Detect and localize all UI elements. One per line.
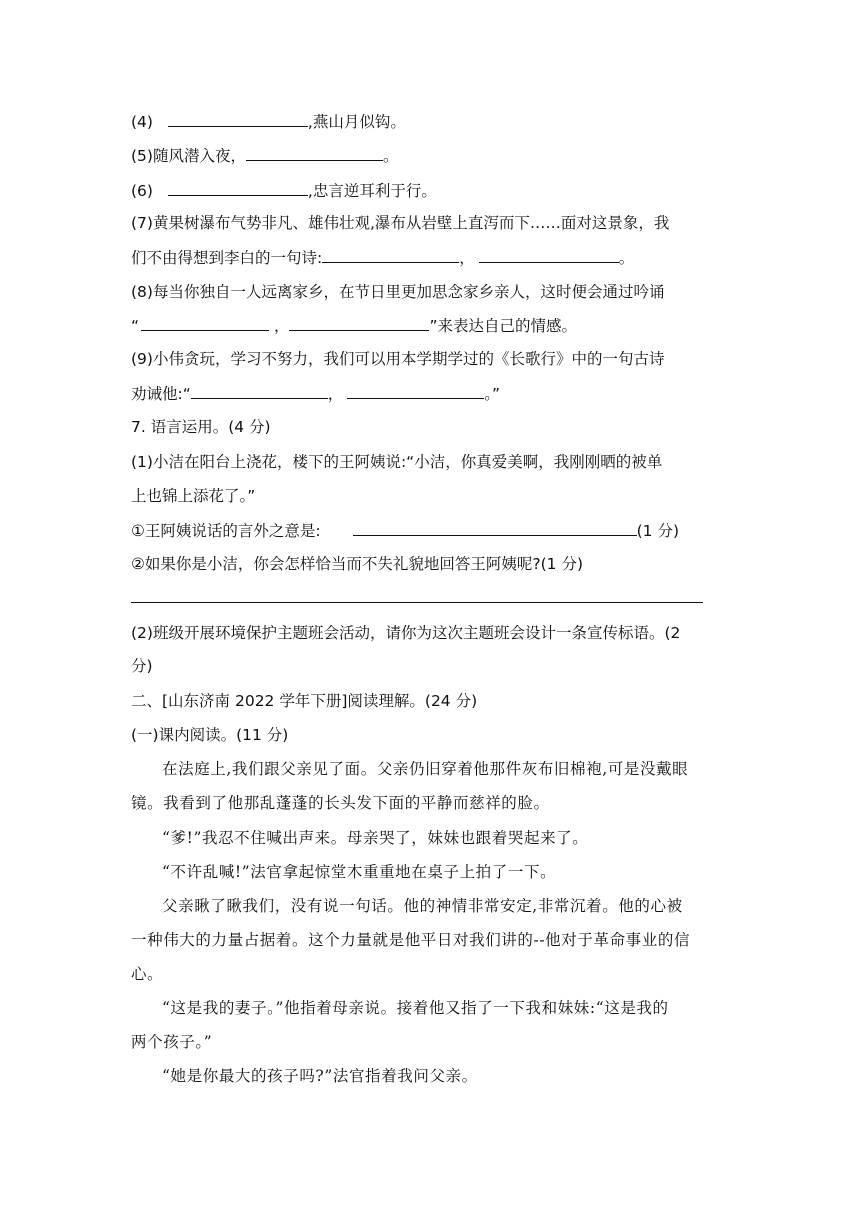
answer-blank[interactable] <box>353 519 637 536</box>
passage-p4-line-1: 父亲瞅了瞅我们，没有说一句话。他的神情非常安定,非常沉着。他的心被 <box>162 897 683 915</box>
punctuation: “ <box>131 317 140 335</box>
answer-blank[interactable] <box>141 314 269 331</box>
section-2-title: 二、[山东济南 2022 学年下册]阅读理解。(24 分) <box>131 692 478 710</box>
passage-p2: “爹!”我忍不住喊出声来。母亲哭了，妹妹也跟着哭起来了。 <box>162 829 589 847</box>
q7-part-2-line-2: 分) <box>131 657 153 675</box>
item-text: 们不由得想到李白的一句诗: <box>131 249 323 267</box>
passage-p4-line-3: 心。 <box>131 965 164 983</box>
q6-item-6 <box>131 179 740 202</box>
q7-sub-2: ②如果你是小洁，你会怎样恰当而不失礼貌地回答王阿姨呢?(1 分) <box>131 555 584 573</box>
passage-p6: “她是你最大的孩子吗?”法官指着我问父亲。 <box>162 1067 478 1085</box>
answer-blank[interactable] <box>347 382 484 399</box>
q6-item-9-line-2 <box>131 382 740 405</box>
q6-item-5 <box>131 144 740 167</box>
item-text: ,忠言逆耳利于行。 <box>307 182 437 200</box>
item-text: ①王阿姨说话的言外之意是: <box>131 522 321 540</box>
answer-blank[interactable] <box>168 179 308 196</box>
q7-sub-1 <box>131 519 740 542</box>
answer-blank[interactable] <box>289 314 429 331</box>
q7-title: 7. 语言运用。(4 分) <box>131 418 271 436</box>
q7-part-1-line-2: 上也锦上添花了。” <box>131 487 256 505</box>
item-text: 。 <box>382 147 399 165</box>
item-number: (4) <box>131 113 153 131</box>
answer-blank[interactable] <box>168 110 308 127</box>
punctuation: ， <box>459 249 475 267</box>
item-text: ”来表达自己的情感。 <box>429 317 578 335</box>
q7-part-2-line-1: (2)班级开展环境保护主题班会活动，请你为这次主题班会设计一条宣传标语。(2 <box>131 624 681 642</box>
punctuation: 。 <box>618 249 635 267</box>
item-number: (6) <box>131 182 153 200</box>
item-text: (5)随风潜入夜， <box>131 147 246 165</box>
passage-p5-line-1: “这是我的妻子。”他指着母亲说。接着他又指了一下我和妹妹:“这是我的 <box>162 999 669 1017</box>
punctuation: 。” <box>484 385 501 403</box>
answer-blank[interactable] <box>246 144 383 161</box>
answer-blank[interactable] <box>479 246 619 263</box>
answer-line[interactable] <box>131 602 703 603</box>
passage-p4-line-2: 一种伟大的力量占据着。这个力量就是他平日对我们讲的--他对于革命事业的信 <box>131 931 691 949</box>
answer-blank[interactable] <box>191 382 328 399</box>
q6-item-8-line-1: (8)每当你独自一人远离家乡，在节日里更加思念家乡亲人，这时便会通过吟诵 <box>131 283 665 301</box>
answer-blank[interactable] <box>322 246 459 263</box>
section-2-subtitle: (一)课内阅读。(11 分) <box>131 726 289 744</box>
punctuation: ， <box>327 385 344 403</box>
q6-item-7-line-2 <box>131 246 740 269</box>
q6-item-9-line-1: (9)小伟贪玩，学习不努力，我们可以用本学期学过的《长歌行》中的一句古诗 <box>131 350 665 368</box>
score-note: (1 分) <box>636 522 680 540</box>
punctuation: ， <box>273 317 290 335</box>
passage-p5-line-2: 两个孩子。” <box>131 1033 213 1051</box>
item-text: ,燕山月似钩。 <box>307 113 406 131</box>
q7-part-1-line-1: (1)小洁在阳台上浇花，楼下的王阿姨说:“小洁，你真爱美啊，我刚刚晒的被单 <box>131 453 663 471</box>
passage-p3: “不许乱喊!”法官拿起惊堂木重重地在桌子上拍了一下。 <box>162 863 557 881</box>
q6-item-4 <box>131 110 740 133</box>
passage-p1-line-1: 在法庭上,我们跟父亲见了面。父亲仍旧穿着他那件灰布旧棉袍,可是没戴眼 <box>162 760 689 778</box>
q6-item-8-line-2 <box>131 314 740 337</box>
q6-item-7-line-1: (7)黄果树瀑布气势非凡、雄伟壮观,瀑布从岩壁上直泻而下……面对这景象，我 <box>131 214 670 232</box>
passage-p1-line-2: 镜。我看到了他那乱蓬蓬的长头发下面的平静而慈祥的脸。 <box>131 794 550 812</box>
item-text: 劝诫他:“ <box>131 385 191 403</box>
